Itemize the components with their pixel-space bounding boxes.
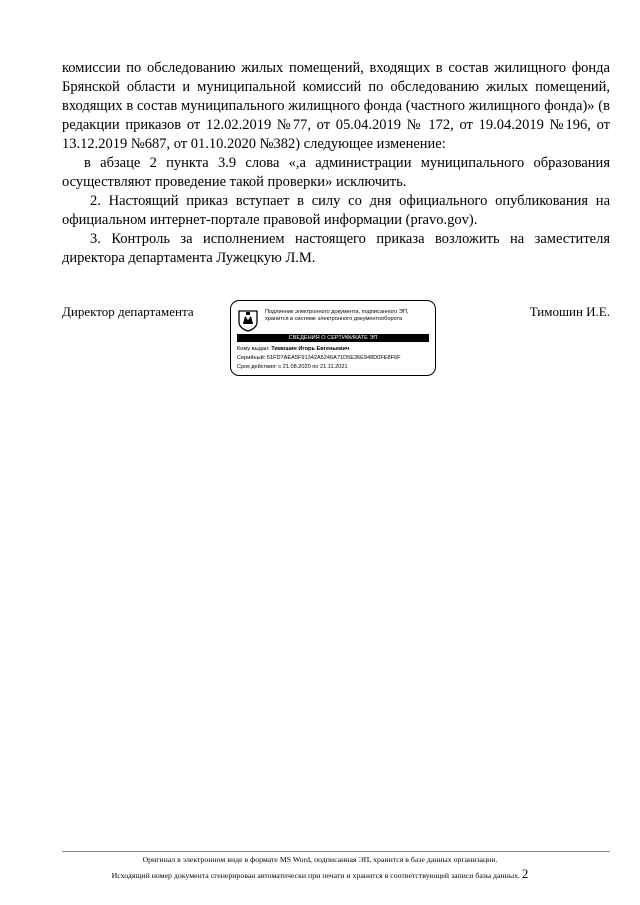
signatory-position: Директор департамента (62, 304, 194, 319)
footer-divider (62, 851, 610, 852)
stamp-issued-label: Кому выдан: (237, 346, 270, 352)
page-number: 2 (521, 866, 529, 881)
footer-original-note: Оригинал в электронном виде в формате MS Word, подписанная ЭП, хранится в базе данных организации. (142, 855, 498, 864)
stamp-serial: 51FD7AEA5F91342A5246A71D5E36E948D0FE8F6F (266, 355, 401, 361)
stamp-issued-to: Тимошин Игорь Евгеньевич (271, 346, 350, 352)
stamp-validity-label: Срок действия: (237, 364, 277, 370)
stamp-issued-row (237, 346, 349, 353)
coat-of-arms-icon (237, 308, 259, 332)
footer-number-text: Исходящий номер документа сгенерирован автоматически при печати и хранится в соответствующей записи базы данных. (111, 871, 520, 880)
electronic-signature-stamp (230, 300, 436, 376)
signatory-name: Тимошин И.Е. (529, 304, 610, 319)
stamp-serial-label: Серийный: (237, 355, 266, 361)
paragraph-amendment-intro: комиссии по обследованию жилых помещений, входящих в состав жилищного фонда Брянской области и муниципальной комиссий по обследованию жилых помещений, входящих в состав муниципального жилищного фонда (частного жилищного фонда)» (в редакции приказов от 12.02.2019 №77, от 05.04.2019 № 172, от 19.04.2019 №196, от 13.12.2019 №687, от 01.10.2020 №382) следующее изменение: (62, 60, 610, 152)
footer-number-note (0, 866, 640, 882)
paragraph-amendment-detail: в абзаце 2 пункта 3.9 слова «,а администрации муниципального образования осуществляют проведение такой проверки» исключить. (62, 155, 610, 190)
document-body (62, 59, 610, 268)
stamp-header: Подлинник электронного документа, подписанного ЭП, хранится в системе электронного документооборота (265, 309, 409, 322)
paragraph-control: 3. Контроль за исполнением настоящего приказа возложить на заместителя директора департамента Лужецкую Л.М. (62, 231, 610, 266)
paragraph-effective-date: 2. Настоящий приказ вступает в силу со дня официального опубликования на официальном интернет-портале правовой информации (pravo.gov). (62, 193, 610, 228)
stamp-serial-row (237, 355, 401, 362)
stamp-title: СВЕДЕНИЯ О СЕРТИФИКАТЕ ЭП (237, 334, 429, 342)
stamp-validity-row (237, 364, 348, 371)
stamp-validity: с 21.08.2020 по 21.11.2021 (278, 364, 348, 370)
